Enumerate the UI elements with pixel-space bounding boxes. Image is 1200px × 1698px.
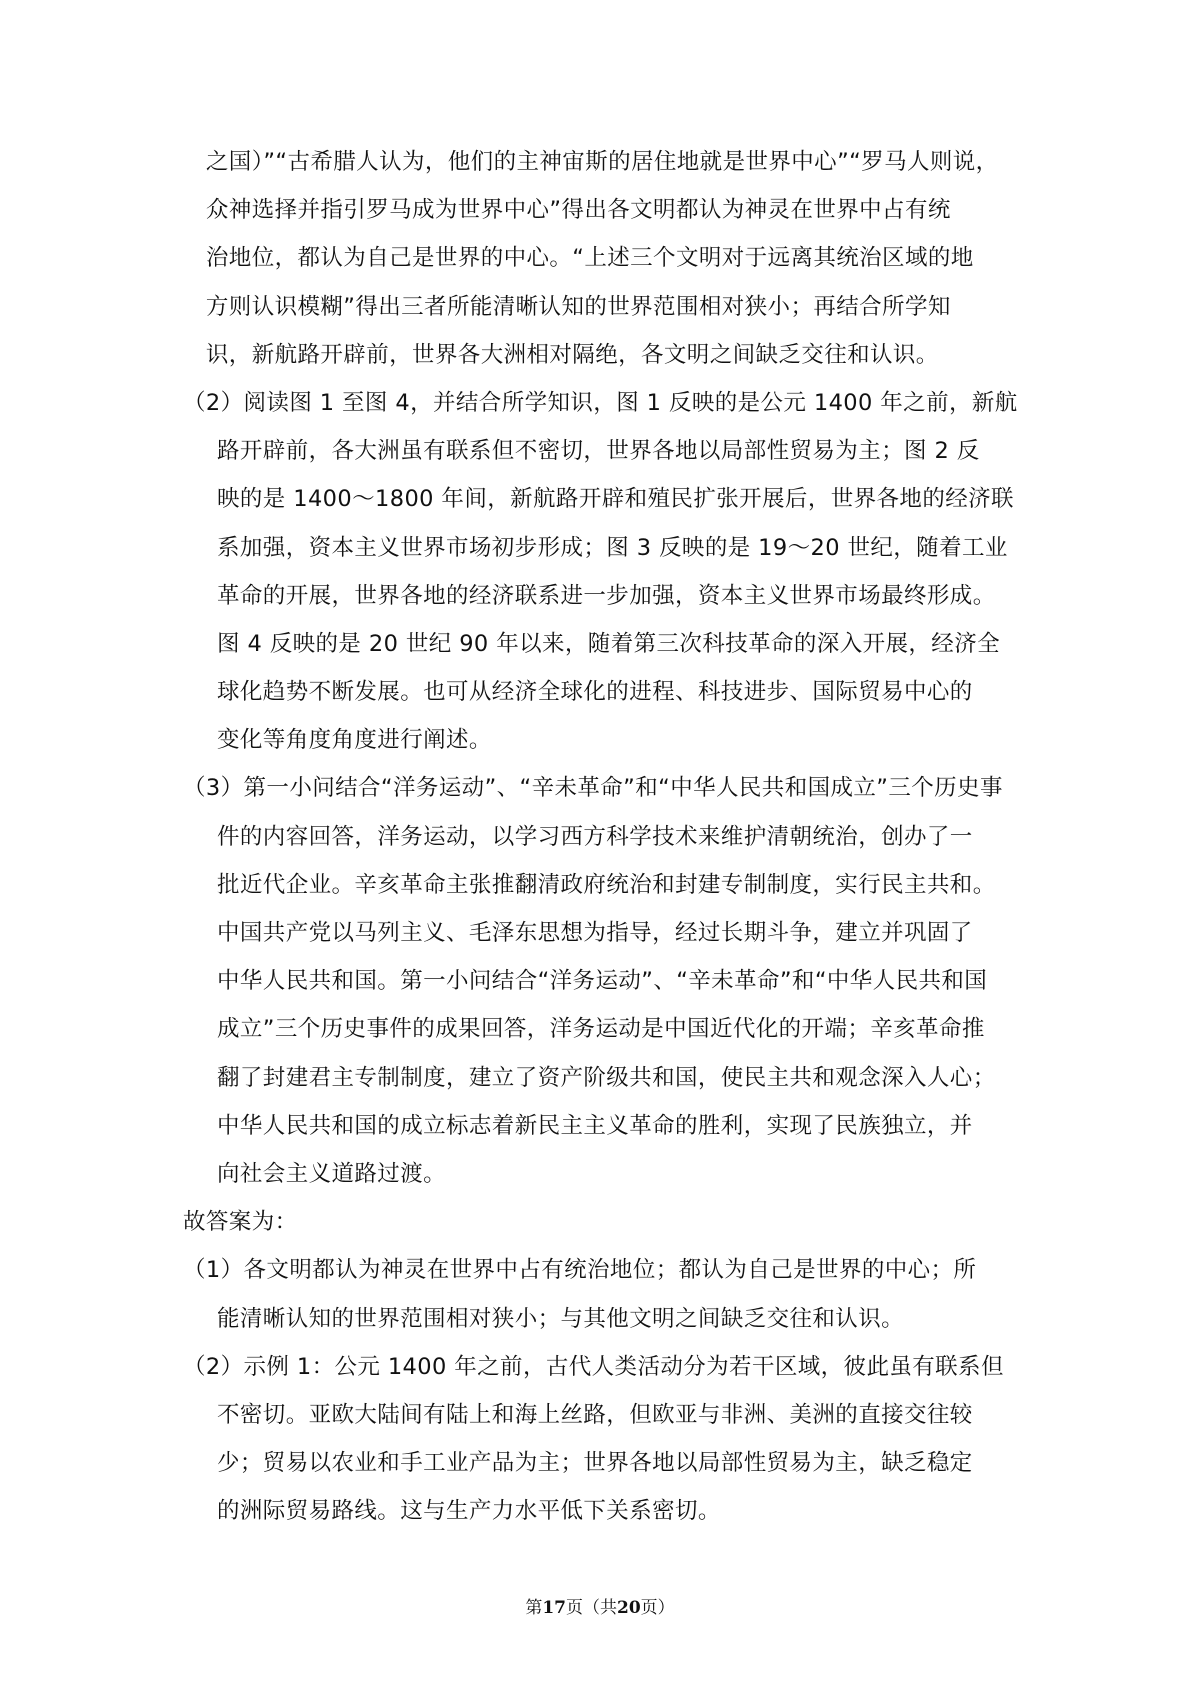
text-line: 系加强，资本主义世界市场初步形成；图 3 反映的是 19～20 世纪，随着工业 [217, 534, 1008, 561]
footer-page-number: 17 [542, 1598, 566, 1618]
footer-middle: 页（共 [566, 1598, 617, 1618]
text-line: 路开辟前，各大洲虽有联系但不密切，世界各地以局部性贸易为主；图 2 反 [217, 438, 980, 465]
text-line: 识，新航路开辟前，世界各大洲相对隔绝，各文明之间缺乏交往和认识。 [183, 341, 939, 368]
text-line: 件的内容回答，洋务运动，以学习西方科学技术来维护清朝统治，创办了一 [217, 823, 973, 850]
answer-item [183, 379, 1028, 765]
text-line: 图 4 反映的是 20 世纪 90 年以来，随着第三次科技革命的深入开展，经济全 [217, 630, 1000, 657]
answer-heading [183, 1198, 1028, 1246]
text-line: 之国）”“古希腊人认为，他们的主神宙斯的居住地就是世界中心”“罗马人则说， [183, 149, 999, 175]
footer-prefix: 第 [525, 1598, 543, 1618]
text-line: （1）各文明都认为神灵在世界中占有统治地位；都认为自己是世界的中心；所 [183, 1257, 977, 1284]
text-line: （2）示例 1：公元 1400 年之前，古代人类活动分为若干区域，彼此虽有联系但 [183, 1353, 1004, 1380]
text-line: 少；贸易以农业和手工业产品为主；世界各地以局部性贸易为主，缺乏稳定 [217, 1450, 973, 1477]
text-line: （2）阅读图 1 至图 4，并结合所学知识，图 1 反映的是公元 1400 年之前，新航 [183, 389, 1018, 416]
text-line: 方则认识模糊”得出三者所能清晰认知的世界范围相对狭小；再结合所学知 [183, 293, 951, 320]
text-line: 中国共产党以马列主义、毛泽东思想为指导，经过长期斗争，建立并巩固了 [217, 920, 973, 946]
text-line: 成立”三个历史事件的成果回答，洋务运动是中国近代化的开端；辛亥革命推 [217, 1016, 985, 1043]
text-line: 变化等角度角度进行阐述。 [217, 727, 492, 754]
text-line: 中华人民共和国。第一小问结合“洋务运动”、“辛未革命”和“中华人民共和国 [217, 968, 988, 995]
text-line: 的洲际贸易路线。这与生产力水平低下关系密切。 [217, 1498, 721, 1525]
footer-suffix: 页） [640, 1598, 675, 1618]
text-line: 中华人民共和国的成立标志着新民主主义革命的胜利，实现了民族独立，并 [217, 1112, 973, 1139]
text-line: 能清晰认知的世界范围相对狭小；与其他文明之间缺乏交往和认识。 [217, 1305, 905, 1332]
text-line: 翻了封建君主专制制度，建立了资产阶级共和国，使民主共和观念深入人心； [217, 1064, 996, 1091]
text-line: 众神选择并指引罗马成为世界中心”得出各文明都认为神灵在世界中占有统 [183, 197, 951, 224]
text-line: 批近代企业。辛亥革命主张推翻清政府统治和封建专制制度，实行民主共和。 [217, 871, 996, 898]
answer-content [183, 138, 1028, 1535]
text-line: 革命的开展，世界各地的经济联系进一步加强，资本主义世界市场最终形成。 [217, 582, 996, 609]
text-line: 映的是 1400～1800 年间，新航路开辟和殖民扩张开展后，世界各地的经济联 [217, 486, 1014, 513]
text-line: 治地位，都认为自己是世界的中心。“上述三个文明对于远离其统治区域的地 [183, 245, 974, 272]
footer-total-pages: 20 [617, 1598, 641, 1618]
answer-item [183, 1343, 1028, 1536]
answer-item [183, 1246, 1028, 1342]
text-line: （3）第一小问结合“洋务运动”、“辛未革命”和“中华人民共和国成立”三个历史事 [183, 775, 1003, 802]
continuation-paragraph [183, 138, 1028, 379]
page-footer [0, 1593, 1200, 1618]
text-line: 不密切。亚欧大陆间有陆上和海上丝路，但欧亚与非洲、美洲的直接交往较 [217, 1401, 973, 1428]
text-line: 球化趋势不断发展。也可从经济全球化的进程、科技进步、国际贸易中心的 [217, 679, 973, 706]
answer-item [183, 764, 1028, 1198]
text-line: 向社会主义道路过渡。 [217, 1160, 447, 1187]
text-line: 故答案为： [183, 1209, 298, 1236]
